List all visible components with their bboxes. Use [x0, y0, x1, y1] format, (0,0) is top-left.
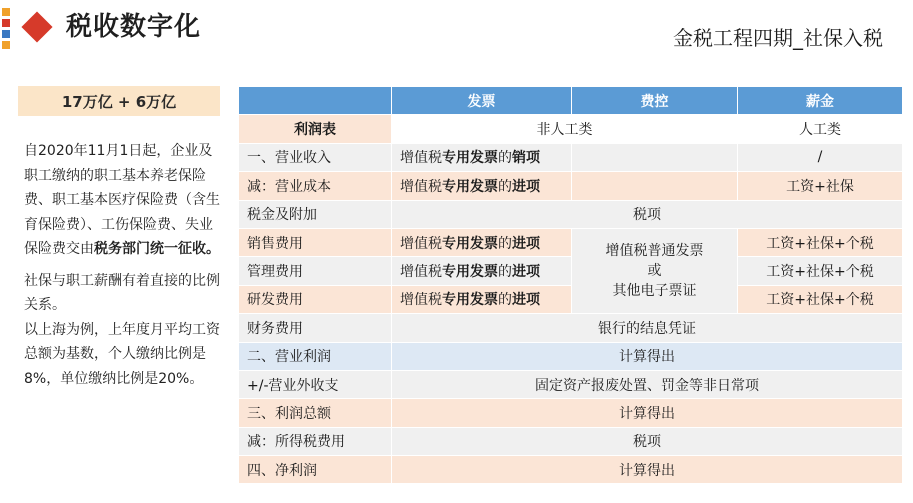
invoice-cell: 增值税专用发票的进项 [392, 285, 572, 313]
table-row [239, 342, 903, 370]
description-paragraph-3: 以上海为例，上年度月平均工资总额为基数，个人缴纳比例是8%，单位缴纳比例是20%。 [24, 321, 220, 387]
invoice-cell: 增值税专用发票的进项 [392, 172, 572, 200]
table-row [239, 228, 903, 256]
salary-cell: 工资+社保+个税 [738, 257, 903, 285]
non-labor-cell: 非人工类 [392, 115, 738, 143]
table-row [239, 427, 903, 455]
page-subtitle: 金税工程四期_社保入税 [673, 26, 883, 50]
row-label: 税金及附加 [239, 200, 392, 228]
merged-cell: 银行的结息凭证 [392, 314, 903, 342]
header-fee-control: 费控 [572, 87, 738, 115]
header-blank [239, 87, 392, 115]
row-label: 二、营业利润 [239, 342, 392, 370]
salary-cell: 工资+社保+个税 [738, 228, 903, 256]
table-row [239, 115, 903, 143]
table-row [239, 399, 903, 427]
merged-cell: 税项 [392, 427, 903, 455]
merged-cell: 计算得出 [392, 342, 903, 370]
table-row [239, 172, 903, 200]
salary-cell: 工资+社保+个税 [738, 285, 903, 313]
table-row [239, 456, 903, 484]
header-invoice: 发票 [392, 87, 572, 115]
table-row [239, 314, 903, 342]
row-label: 研发费用 [239, 285, 392, 313]
page-title: 税收数字化 [66, 12, 202, 42]
fee-cell [572, 172, 738, 200]
row-label: 减：营业成本 [239, 172, 392, 200]
merged-cell: 计算得出 [392, 456, 903, 484]
merged-cell: 税项 [392, 200, 903, 228]
table-row [239, 200, 903, 228]
fee-merged-cell: 增值税普通发票 或 其他电子票证 [572, 228, 738, 313]
logo-block-red [2, 19, 10, 27]
table-row [239, 370, 903, 398]
row-label: 三、利润总额 [239, 399, 392, 427]
invoice-cell: 增值税专用发票的进项 [392, 257, 572, 285]
diamond-icon [21, 11, 52, 42]
labor-cell: 人工类 [738, 115, 903, 143]
row-label: 一、营业收入 [239, 143, 392, 171]
table-row [239, 257, 903, 285]
row-label: 四、净利润 [239, 456, 392, 484]
description-text [24, 139, 220, 391]
logo [0, 8, 60, 52]
summary-box: 17万亿 + 6万亿 [18, 86, 220, 116]
salary-cell: 工资+社保 [738, 172, 903, 200]
row-label: +/-营业外收支 [239, 370, 392, 398]
logo-block-blue [2, 30, 10, 38]
description-paragraph-1: 自2020年11月1日起，企业及职工缴纳的职工基本养老保险费、职工基本医疗保险费（含生育保险费）、工伤保险费、失业保险费交由税务部门统一征收。 [24, 143, 220, 257]
description-paragraph-2: 社保与职工薪酬有着直接的比例关系。 [24, 272, 220, 313]
merged-cell: 固定资产报废处置、罚金等非日常项 [392, 370, 903, 398]
profit-table [238, 86, 903, 484]
row-label: 管理费用 [239, 257, 392, 285]
invoice-cell: 增值税专用发票的销项 [392, 143, 572, 171]
logo-block-orange [2, 8, 10, 16]
row-label: 减：所得税费用 [239, 427, 392, 455]
salary-cell: / [738, 143, 903, 171]
table-row [239, 285, 903, 313]
logo-block-orange-2 [2, 41, 10, 49]
table-header-row [239, 87, 903, 115]
row-label: 财务费用 [239, 314, 392, 342]
row-label: 销售费用 [239, 228, 392, 256]
row-label: 利润表 [239, 115, 392, 143]
merged-cell: 计算得出 [392, 399, 903, 427]
invoice-cell: 增值税专用发票的进项 [392, 228, 572, 256]
fee-cell [572, 143, 738, 171]
header-salary: 薪金 [738, 87, 903, 115]
table-row [239, 143, 903, 171]
